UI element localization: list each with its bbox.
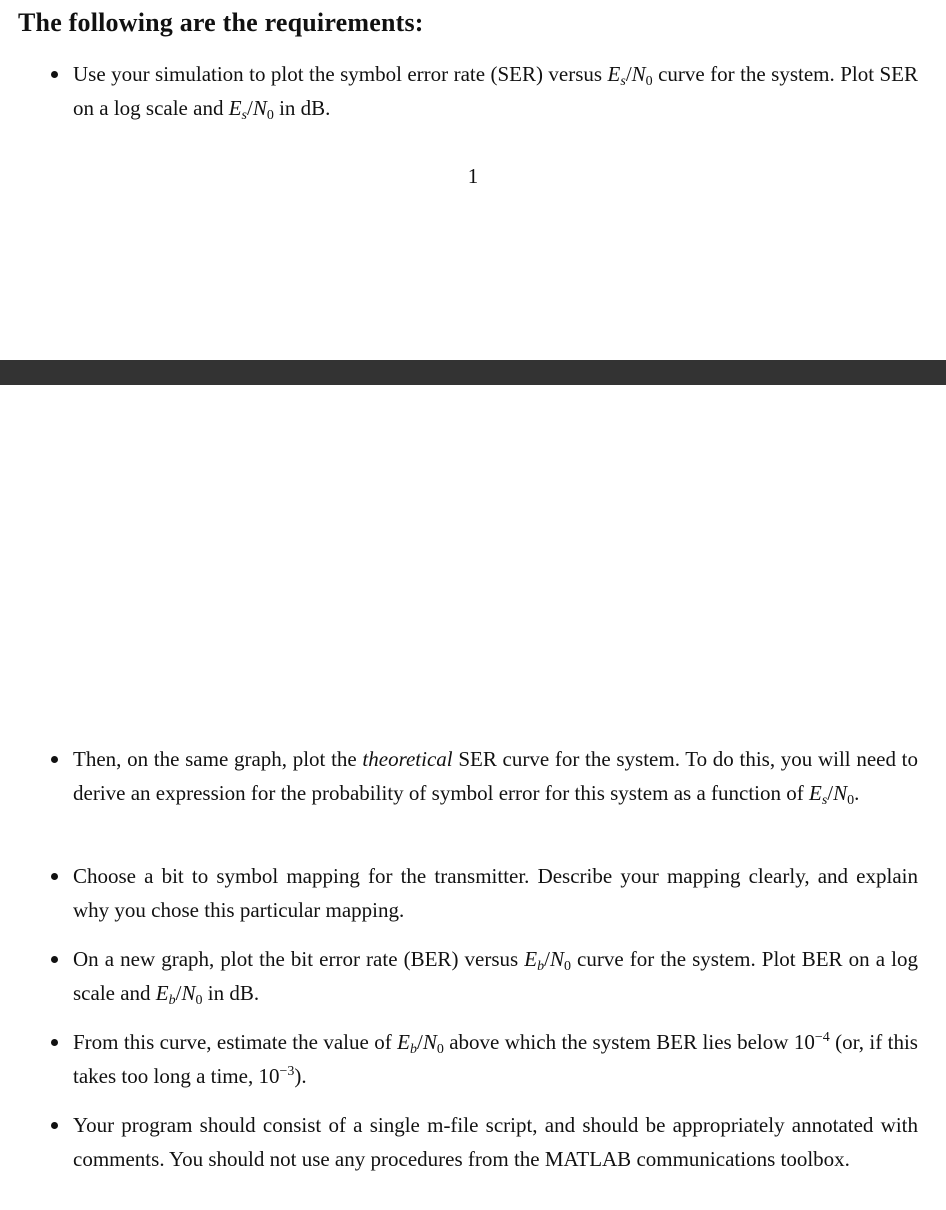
list-item-theoretical-ser: Then, on the same graph, plot the theoretical SER curve for the system. To do this, you will need to derive an expression for the probability of symbol error for this system as a function of $E_s/N_0$.: [73, 742, 918, 810]
list-item-ber-graph: On a new graph, plot the bit error rate (BER) versus $E_b/N_0$ curve for the system. Plot BER on a log scale and $E_b/N_0$ in dB.: [73, 942, 918, 1010]
page-separator: [0, 360, 946, 385]
list-item-estimate-ebn0: From this curve, estimate the value of $E_b/N_0$ above which the system BER lies below $10^{-4}$ (or, if this takes too long a time, $10^{-3}$).: [73, 1025, 918, 1093]
list-item-m-file-script: Your program should consist of a single m-file script, and should be appropriately annotated with comments. You should not use any procedures from the MATLAB communications toolbox.: [73, 1108, 918, 1176]
page-number: 1: [467, 164, 479, 188]
page-1: [0, 0, 946, 360]
page-2: [0, 385, 946, 1210]
requirements-heading: The following are the requirements:: [18, 8, 424, 37]
list-item-simulation-ser: Use your simulation to plot the symbol error rate (SER) versus $E_s/N_0$ curve for the system. Plot SER on a log scale and $E_s/N_0$ in dB.: [73, 57, 918, 125]
list-item-bit-mapping: Choose a bit to symbol mapping for the transmitter. Describe your mapping clearly, and explain why you chose this particular mapping.: [73, 859, 918, 927]
